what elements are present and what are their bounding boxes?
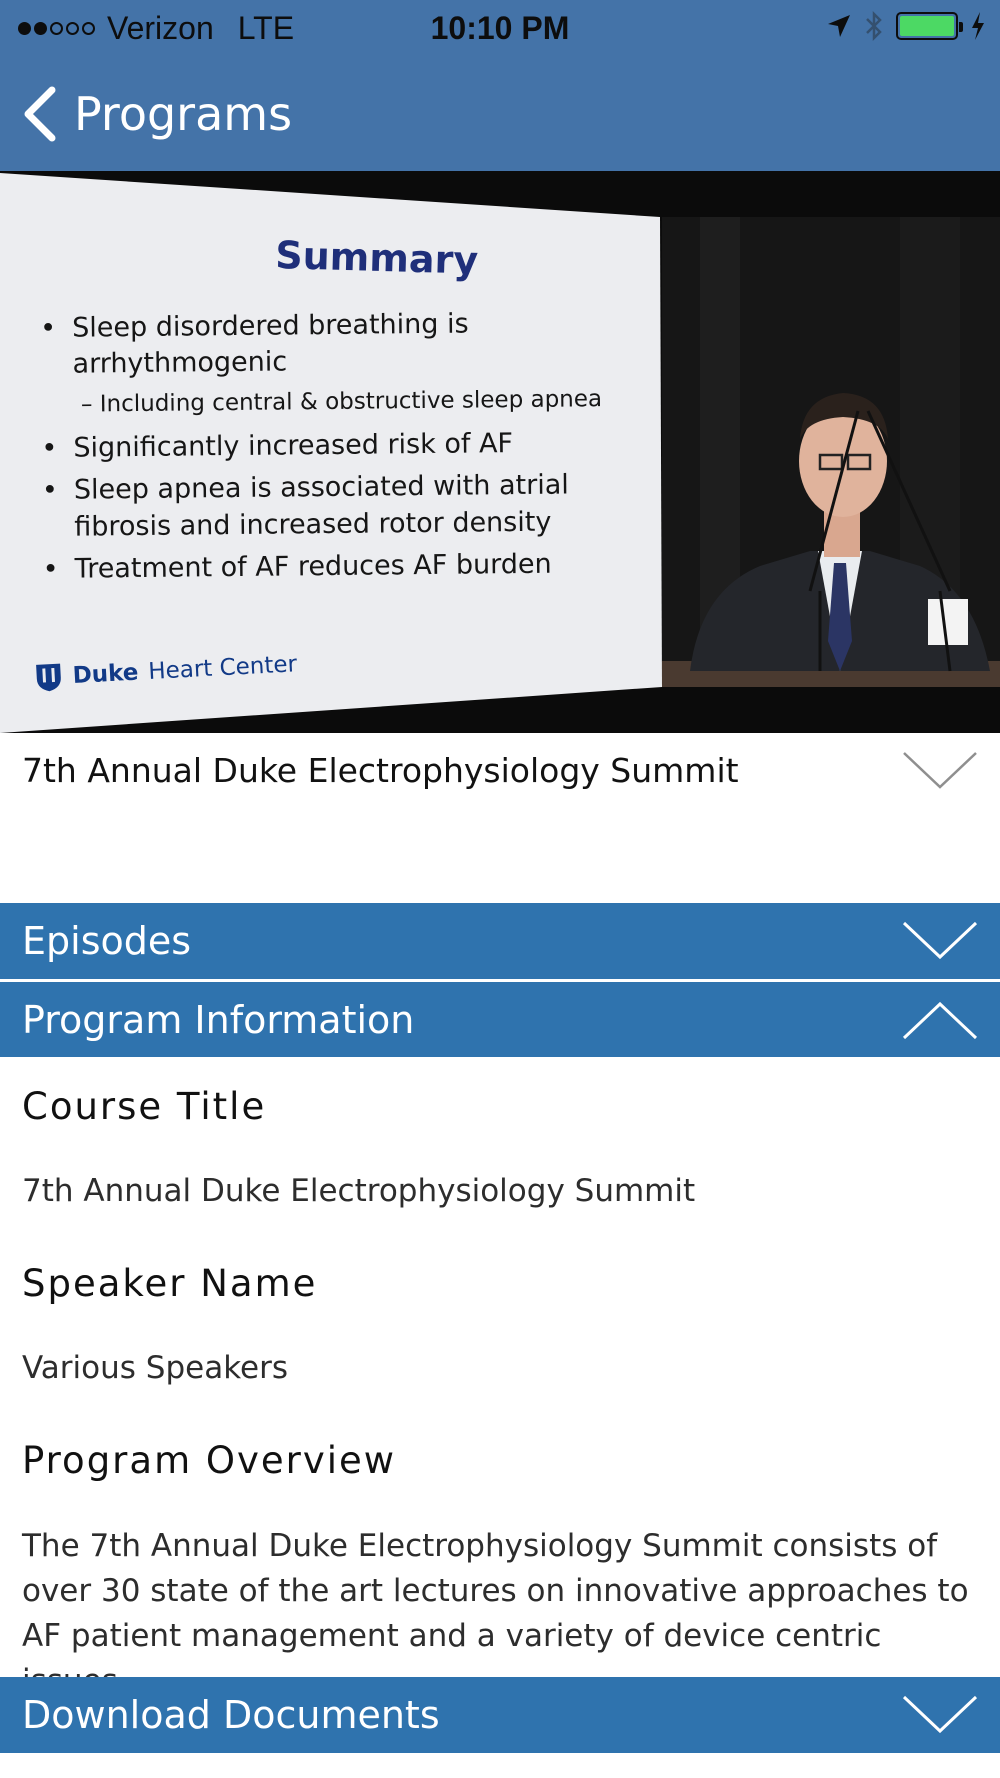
speaker-name-value: Various Speakers <box>22 1350 289 1386</box>
slide-bullets <box>40 305 643 595</box>
episodes-label: Episodes <box>22 919 192 963</box>
slide-bullet-text: Treatment of AF reduces AF burden <box>74 548 552 585</box>
program-information-label: Program Information <box>22 998 415 1042</box>
chevron-up-icon <box>902 1000 978 1040</box>
duke-shield-icon <box>34 662 64 693</box>
slide-logo-rest: Heart Center <box>147 651 298 686</box>
slide-title: Summary <box>274 233 479 283</box>
back-button-label: Programs <box>74 86 293 141</box>
video-player[interactable] <box>0 171 1000 733</box>
battery-fill <box>900 16 954 36</box>
slide-bullet-text: Significantly increased risk of AF <box>73 427 514 464</box>
chevron-down-icon <box>902 1695 978 1735</box>
back-button[interactable] <box>20 86 292 142</box>
slide-sub-bullet: – Including central & obstructive sleep apnea <box>80 385 603 418</box>
status-time: 10:10 PM <box>430 10 570 46</box>
program-title: 7th Annual Duke Electrophysiology Summit <box>22 751 739 790</box>
chevron-left-icon <box>20 86 60 142</box>
speaker-name-heading: Speaker Name <box>22 1262 318 1305</box>
slide-bullet: • Significantly increased risk of AF <box>41 425 641 468</box>
download-documents-label: Download Documents <box>22 1693 440 1737</box>
program-title-row[interactable] <box>0 733 1000 903</box>
episodes-section-header[interactable] <box>0 903 1000 979</box>
battery-icon <box>896 12 958 40</box>
slide-bullet: • Sleep apnea is associated with atrial fibrosis and increased rotor density <box>42 467 643 546</box>
download-documents-section-header[interactable] <box>0 1677 1000 1753</box>
location-arrow-icon <box>826 13 852 39</box>
program-overview-value: The 7th Annual Duke Electrophysiology Summit consists of over 30 state of the art lectures on innovative approaches to AF patient management and a variety of device centric <box>22 1528 969 1654</box>
chevron-down-icon <box>902 921 978 961</box>
status-right <box>826 10 986 42</box>
slide-bullet: • Treatment of AF reduces AF burden <box>43 546 643 589</box>
program-overview-heading: Program Overview <box>22 1439 397 1482</box>
charging-bolt-icon <box>970 11 986 41</box>
network-type: LTE <box>237 10 295 46</box>
slide-bullet: • Sleep disordered breathing is arrhythmogenic <box>40 305 641 384</box>
nav-bar <box>0 56 1000 171</box>
bluetooth-icon <box>864 10 884 42</box>
course-title-value: 7th Annual Duke Electrophysiology Summit <box>22 1173 696 1209</box>
slide-bullet-text: Sleep apnea is associated with atrial fibrosis and increased rotor density <box>73 469 569 543</box>
program-information-content <box>0 1057 1000 1677</box>
slide-logo-bold: Duke <box>72 659 140 689</box>
battery-cap <box>959 22 963 32</box>
program-information-section-header[interactable] <box>0 982 1000 1058</box>
status-bar <box>0 0 1000 56</box>
carrier-name: Verizon <box>107 10 214 46</box>
chevron-down-icon[interactable] <box>902 751 978 791</box>
slide-bullet-text: Sleep disordered breathing is arrhythmogenic <box>72 308 469 381</box>
course-title-heading: Course Title <box>22 1085 267 1128</box>
